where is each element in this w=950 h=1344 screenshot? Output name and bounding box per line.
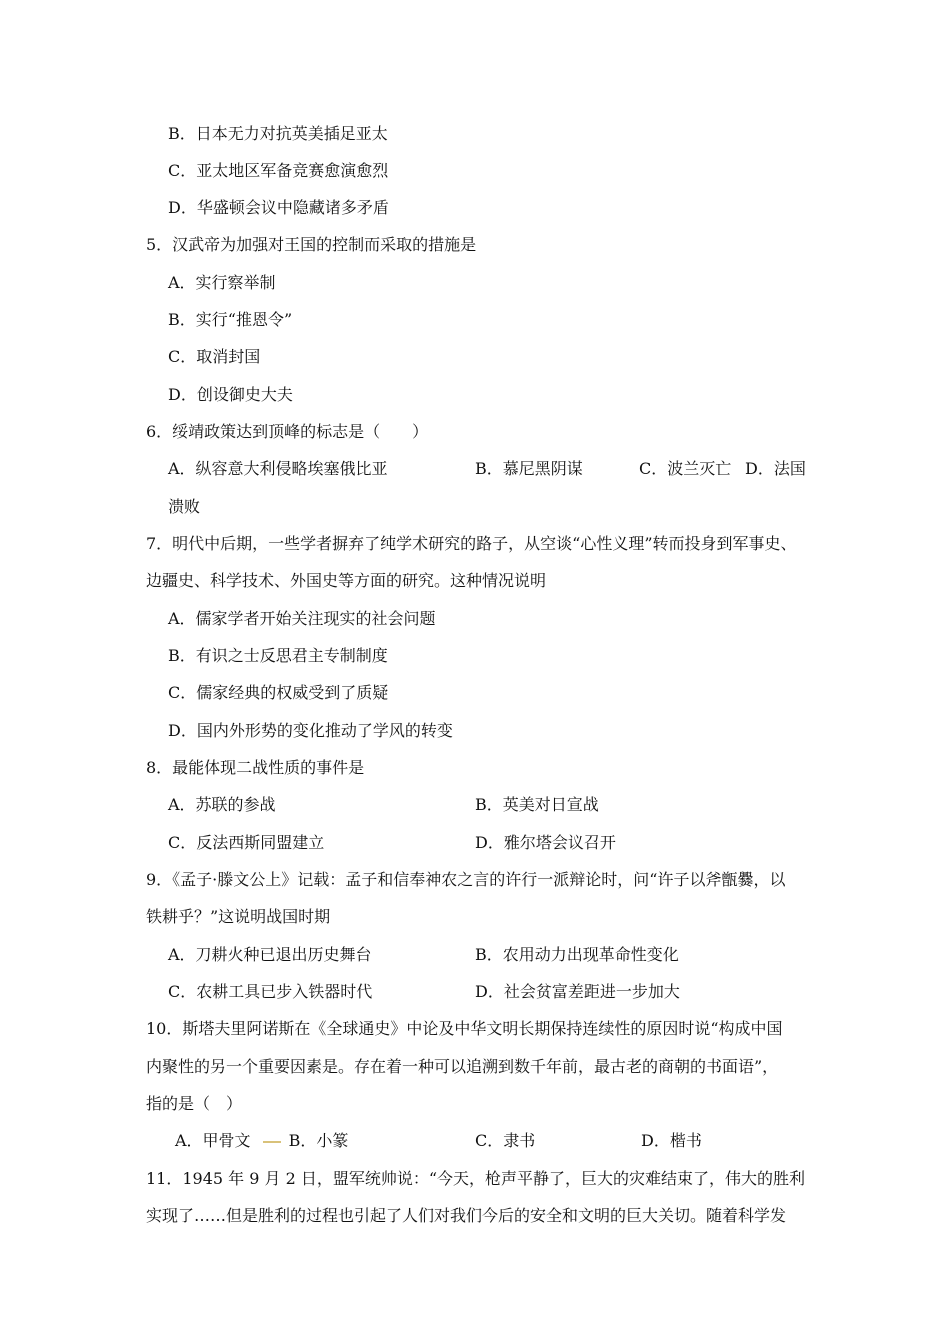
q4-option-c: C．亚太地区军备竞赛愈演愈烈	[168, 161, 389, 180]
q6-option-c: C．波兰灭亡	[639, 459, 732, 478]
q8-option-d: D．雅尔塔会议召开	[475, 833, 616, 852]
q9-stem-line2: 铁耕乎？”这说明战国时期	[146, 907, 331, 926]
q5-option-a: A．实行察举制	[168, 273, 276, 292]
q8-option-c: C．反法西斯同盟建立	[168, 833, 325, 852]
q6-option-b: B．慕尼黑阴谋	[475, 459, 583, 478]
q10-option-b: B．小篆	[288, 1131, 349, 1150]
q11-stem-line2: 实现了……但是胜利的过程也引起了人们对我们今后的安全和文明的巨大关切。随着科学发	[146, 1206, 787, 1225]
q8-option-a: A．苏联的参战	[168, 795, 276, 814]
q6-option-a: A．纵容意大利侵略埃塞俄比亚	[168, 459, 388, 478]
q7-option-a: A．儒家学者开始关注现实的社会问题	[168, 609, 436, 628]
q10-stem-line3: 指的是（ ）	[146, 1094, 243, 1113]
q5-option-b: B．实行“推恩令”	[168, 310, 293, 329]
q4-option-d: D．华盛顿会议中隐藏诸多矛盾	[168, 198, 389, 217]
q10-option-a: A．甲骨文	[175, 1131, 251, 1150]
q9-option-c: C．农耕工具已步入铁器时代	[168, 982, 373, 1001]
q10-stem-line2: 内聚性的另一个重要因素是。存在着一种可以追溯到数千年前，最古老的商朝的书面语”，	[146, 1057, 779, 1076]
q10-option-c: C．隶书	[475, 1131, 536, 1150]
q7-option-b: B．有识之士反思君主专制制度	[168, 646, 388, 665]
q9-option-b: B．农用动力出现革命性变化	[475, 945, 679, 964]
q6-option-d-continuation: 溃败	[168, 497, 201, 516]
q7-option-c: C．儒家经典的权威受到了质疑	[168, 683, 389, 702]
q9-option-d: D．社会贫富差距进一步加大	[475, 982, 680, 1001]
q5-option-d: D．创设御史大夫	[168, 385, 293, 404]
q8-option-b: B．英美对日宣战	[475, 795, 599, 814]
q7-option-d: D．国内外形势的变化推动了学风的转变	[168, 721, 453, 740]
q11-stem-line1: 11．1945 年 9 月 2 日，盟军统帅说：“今天，枪声平静了，巨大的灾难结束了，伟大的胜利	[146, 1169, 806, 1188]
q5-stem: 5．汉武帝为加强对王国的控制而采取的措施是	[146, 235, 477, 254]
q7-stem-line2: 边疆史、科学技术、外国史等方面的研究。这种情况说明	[146, 571, 547, 590]
q6-option-d: D．法国	[745, 459, 806, 478]
q4-option-b: B．日本无力对抗英美插足亚太	[168, 124, 388, 143]
q9-stem-line1: 9．《孟子·滕文公上》记载：孟子和信奉神农之言的许行一派辩论时，问“许子以斧甑爨，以	[146, 870, 786, 889]
dash-mark	[263, 1141, 281, 1143]
q6-stem: 6．绥靖政策达到顶峰的标志是（ ）	[146, 422, 429, 441]
q10-stem-line1: 10．斯塔夫里阿诺斯在《全球通史》中论及中华文明长期保持连续性的原因时说“构成中国	[146, 1019, 783, 1038]
q10-options-row	[175, 1130, 348, 1152]
q7-stem-line1: 7．明代中后期，一些学者摒弃了纯学术研究的路子，从空谈“心性义理”转而投身到军事史、	[146, 534, 797, 553]
q10-option-d: D．楷书	[641, 1131, 702, 1150]
q9-option-a: A．刀耕火种已退出历史舞台	[168, 945, 372, 964]
q8-stem: 8．最能体现二战性质的事件是	[146, 758, 365, 777]
q5-option-c: C．取消封国	[168, 347, 261, 366]
